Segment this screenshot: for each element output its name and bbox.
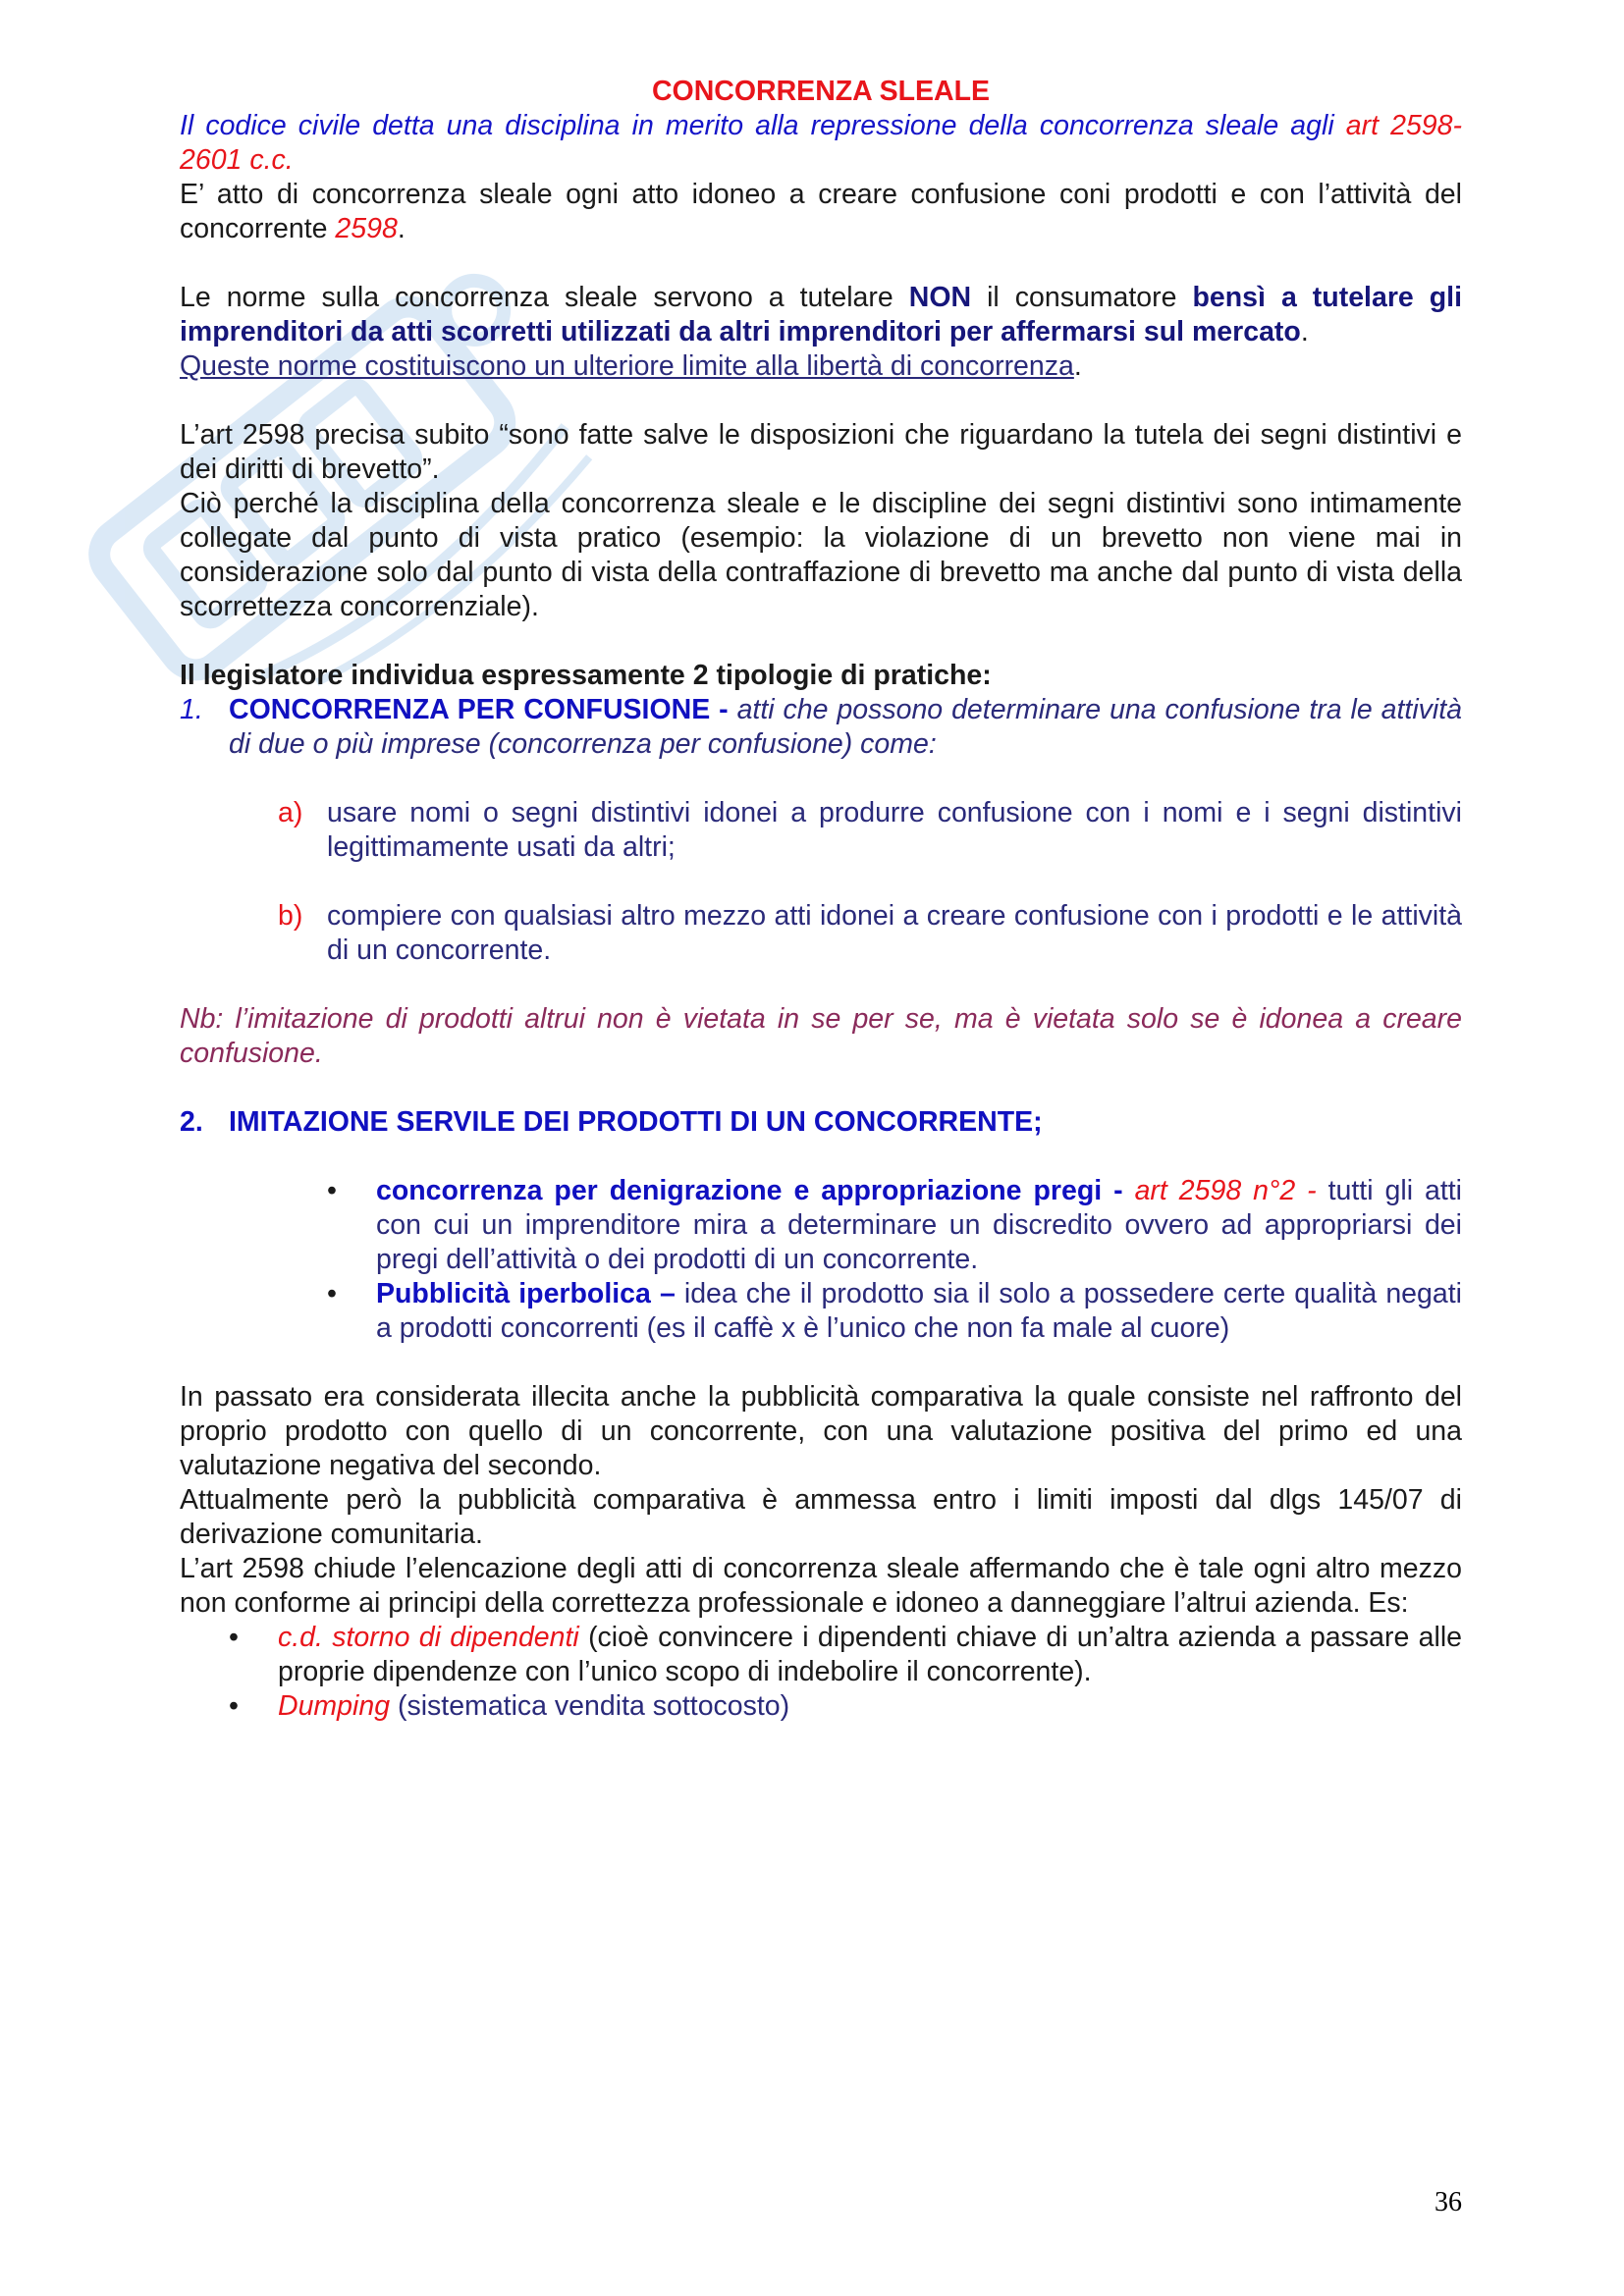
bullet-hyperbolic-desc: idea che il prodotto sia il solo a possedere certe qualità negati a prodotti concorrenti (es il caffè x è l’unico che non fa male al cuore) (376, 1278, 1462, 1344)
intro-article-ref: art 2598-2601 c.c. (180, 110, 1462, 176)
sub-item-a-text: usare nomi o segni distintivi idonei a produrre confusione con i nomi e i segni distintivi legittimamente usati da altri; (327, 797, 1462, 863)
purpose-not: NON (908, 282, 972, 313)
bullet-storno-term: c.d. storno di dipendenti (278, 1622, 579, 1653)
paragraph-current: Attualmente però la pubblicità comparativa è ammessa entro i limiti imposti dal dlgs 145/07 di derivazione comunitaria. (180, 1484, 1462, 1550)
purpose-period: . (1300, 316, 1309, 347)
list-item-1-heading: CONCORRENZA PER CONFUSIONE - (229, 694, 737, 725)
definition-period: . (397, 213, 406, 244)
bullet-denigration-text (376, 1174, 1462, 1277)
sub-item-a-letter: a) (278, 797, 303, 828)
sub-item-b (180, 899, 1462, 968)
bullet-storno-text (278, 1621, 1462, 1689)
bullet-icon: • (327, 1278, 337, 1309)
bullet-dumping-term: Dumping (278, 1690, 391, 1722)
purpose-limit: Queste norme costituiscono un ulteriore limite alla libertà di concorrenza (180, 350, 1074, 382)
bullet-dumping-text (278, 1689, 1462, 1724)
bullet-hyperbolic-text (376, 1277, 1462, 1346)
bullet-dumping-desc: (sistematica vendita sottocosto) (390, 1690, 790, 1722)
bullet-denigration (180, 1174, 1462, 1277)
intro-text: Il codice civile detta una disciplina in merito alla repressione della concorrenza sleale agli (180, 110, 1346, 141)
bullet-denigration-heading: concorrenza per denigrazione e appropriazione pregi - (376, 1175, 1135, 1206)
paragraph-practices: Il legislatore individua espressamente 2 tipologie di pratiche: (180, 660, 992, 691)
bullet-dumping (180, 1689, 1462, 1724)
list-item-2-heading: IMITAZIONE SERVILE DEI PRODOTTI DI UN CONCORRENTE; (229, 1106, 1043, 1138)
sub-item-b-text: compiere con qualsiasi altro mezzo atti idonei a creare confusione con i prodotti e le attività di un concorrente. (327, 900, 1462, 966)
list-item-1 (180, 693, 1462, 762)
note-nb: Nb: l’imitazione di prodotti altrui non è vietata in se per se, ma è vietata solo se è idonea a creare confusione. (180, 1003, 1462, 1069)
paragraph-purpose (180, 281, 1462, 384)
bullet-storno (180, 1621, 1462, 1689)
definition-article-ref: 2598 (335, 213, 398, 244)
paragraph-reason: Ciò perché la disciplina della concorrenza sleale e le discipline dei segni distintivi sono intimamente collegate dal punto di vista pratico (esempio: la violazione di un brevetto non viene mai in considerazione solo dal punto di vista della contraffazione di brevetto ma anche dal punto di vista della scorrettezza concorrenziale). (180, 488, 1462, 622)
paragraph-intro (180, 109, 1462, 178)
purpose-limit-period: . (1073, 350, 1082, 382)
purpose-text-1: Le norme sulla concorrenza sleale servono a tutelare (180, 282, 909, 313)
list-item-1-desc: atti che possono determinare una confusione tra le attività di due o più imprese (concorrenza per confusione) come: (229, 694, 1462, 760)
bullet-denigration-ref: art 2598 n°2 - (1134, 1175, 1328, 1206)
bullet-denigration-desc: tutti gli atti con cui un imprenditore mira a determinare un discredito ovvero ad appropriarsi dei pregi dell’attività o dei prodotti di un concorrente. (376, 1175, 1462, 1275)
purpose-text-2: il consumatore (971, 282, 1193, 313)
paragraph-definition (180, 178, 1462, 246)
bullet-storno-desc: (cioè convincere i dipendenti chiave di un’altra azienda a passare alle proprie dipendenze con l’unico scopo di indebolire il concorrente). (278, 1622, 1462, 1687)
list-item-2 (180, 1105, 1462, 1140)
paragraph-closing: L’art 2598 chiude l’elencazione degli atti di concorrenza sleale affermando che è tale ogni altro mezzo non conforme ai principi della correttezza professionale e idoneo a danneggiare l’altrui azienda. Es: (180, 1553, 1462, 1619)
page-number: 36 (1435, 2187, 1462, 2217)
definition-text: E’ atto di concorrenza sleale ogni atto idoneo a creare confusione coni prodotti e con l’attività del concorrente (180, 179, 1462, 244)
list-number-2: 2. (180, 1106, 203, 1138)
sub-item-a (180, 796, 1462, 865)
bullet-hyperbolic (180, 1277, 1462, 1346)
list-item-1-text (229, 693, 1462, 762)
sub-item-b-letter: b) (278, 900, 303, 932)
paragraph-past: In passato era considerata illecita anche la pubblicità comparativa la quale consiste nel raffronto del proprio prodotto con quello di un concorrente, con una valutazione positiva del primo ed una valutazione negativa del secondo. (180, 1381, 1462, 1481)
document-body (180, 75, 1462, 1724)
bullet-icon: • (327, 1175, 337, 1206)
list-number-1: 1. (180, 694, 203, 725)
purpose-emphasis: bensì a tutelare gli imprenditori da atti scorretti utilizzati da altri imprenditori per affermarsi sul mercato (180, 282, 1463, 347)
bullet-icon: • (229, 1622, 239, 1653)
bullet-hyperbolic-heading: Pubblicità iperbolica – (376, 1278, 684, 1309)
paragraph-art2598: L’art 2598 precisa subito “sono fatte salve le disposizioni che riguardano la tutela dei segni distintivi e dei diritti di brevetto”. (180, 419, 1462, 485)
bullet-icon: • (229, 1690, 239, 1722)
document-title: CONCORRENZA SLEALE (651, 76, 991, 107)
